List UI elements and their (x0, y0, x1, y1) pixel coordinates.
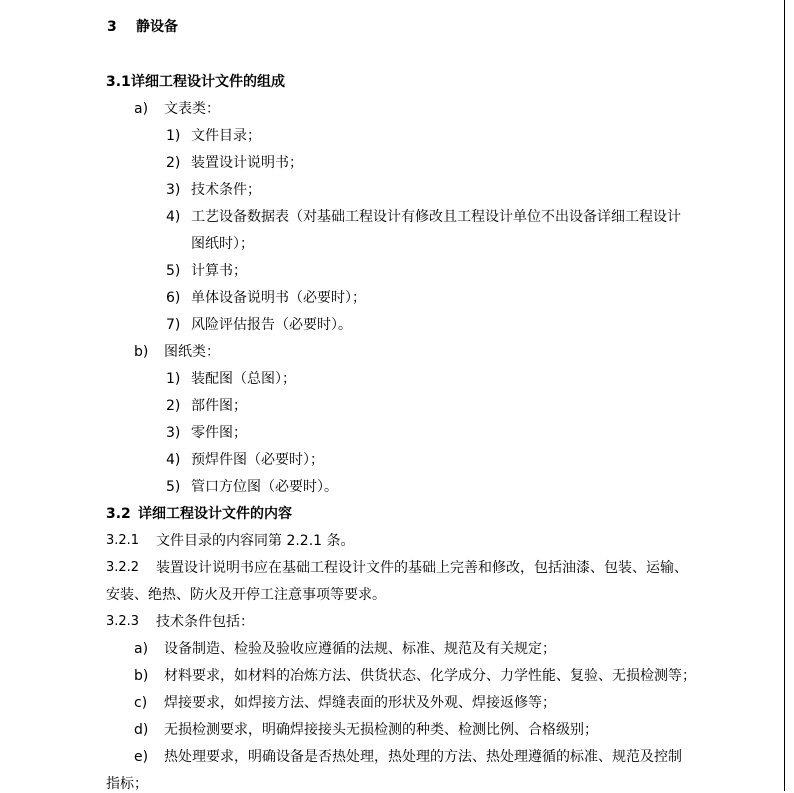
list-item: 风险评估报告（必要时）。 (191, 317, 352, 333)
list-b-label: b) (134, 344, 149, 360)
list-item: 计算书； (191, 263, 247, 279)
list-item: 装置设计说明书； (191, 155, 303, 171)
list-item-number: 2) (166, 398, 181, 414)
list-item-number: 3) (166, 182, 181, 198)
list-item: 装配图（总图）； (191, 371, 296, 387)
subsection-3-2-number: 3.2 (106, 506, 131, 522)
clause-3-2-3-number: 3.2.3 (106, 614, 140, 629)
list-item-number: 7) (166, 317, 181, 333)
list-item-continuation: 图纸时）； (191, 236, 254, 252)
list-item: 预焊件图（必要时）； (191, 452, 324, 468)
clause-3-2-2-continuation: 安装、绝热、防火及开停工注意事项等要求。 (106, 587, 386, 603)
list-item: 热处理要求，明确设备是否热处理，热处理的方法、热处理遵循的标准、规范及控制 (164, 749, 682, 765)
list-item: 无损检测要求，明确焊接接头无损检测的种类、检测比例、合格级别； (164, 722, 598, 738)
list-item: 工艺设备数据表（对基础工程设计有修改且工程设计单位不出设备详细工程设计 (191, 209, 681, 225)
subsection-3-2-title: 详细工程设计文件的内容 (138, 506, 292, 522)
list-item: 材料要求，如材料的冶炼方法、供货状态、化学成分、力学性能、复验、无损检测等； (164, 668, 696, 684)
clause-3-2-1-number: 3.2.1 (106, 533, 140, 548)
list-a-title: 文表类： (164, 101, 220, 117)
list-item-number: 4) (166, 452, 181, 468)
list-item-number: 4) (166, 209, 181, 225)
list-item: 技术条件； (191, 182, 261, 198)
list-item: 部件图； (191, 398, 247, 414)
list-item: 管口方位图（必要时）。 (191, 479, 338, 495)
list-item-number: e) (134, 749, 149, 765)
list-item-number: 6) (166, 290, 181, 306)
list-item-number: 5) (166, 479, 181, 495)
list-item-number: 2) (166, 155, 181, 171)
clause-3-2-2-number: 3.2.2 (106, 560, 140, 575)
list-item-number: a) (134, 641, 149, 657)
list-item: 单体设备说明书（必要时）； (191, 290, 366, 306)
page-edge-line (784, 0, 785, 791)
clause-3-2-1-text: 文件目录的内容同第 2.2.1 条。 (156, 533, 355, 549)
list-item-number: 1) (166, 371, 181, 387)
list-item: 焊接要求，如焊接方法、焊缝表面的形状及外观、焊接返修等； (164, 695, 556, 711)
list-a-label: a) (134, 101, 149, 117)
list-item: 零件图； (191, 425, 247, 441)
list-item-number: 1) (166, 128, 181, 144)
list-item-number: c) (134, 695, 148, 711)
section-number: 3 (107, 19, 117, 35)
list-b-title: 图纸类： (164, 344, 220, 360)
section-title: 静设备 (136, 19, 178, 35)
list-item: 文件目录； (191, 128, 261, 144)
list-item-continuation: 指标； (106, 776, 148, 792)
clause-3-2-2-text: 装置设计说明书应在基础工程设计文件的基础上完善和修改，包括油漆、包装、运输、 (156, 560, 688, 576)
clause-3-2-3-text: 技术条件包括： (156, 614, 254, 630)
list-item-number: b) (134, 668, 149, 684)
list-item-number: 3) (166, 425, 181, 441)
list-item-number: 5) (166, 263, 181, 279)
subsection-3-1-number: 3.1 (106, 74, 131, 90)
list-item-number: d) (134, 722, 149, 738)
list-item: 设备制造、检验及验收应遵循的法规、标准、规范及有关规定； (164, 641, 556, 657)
subsection-3-1-title: 详细工程设计文件的组成 (131, 74, 285, 90)
